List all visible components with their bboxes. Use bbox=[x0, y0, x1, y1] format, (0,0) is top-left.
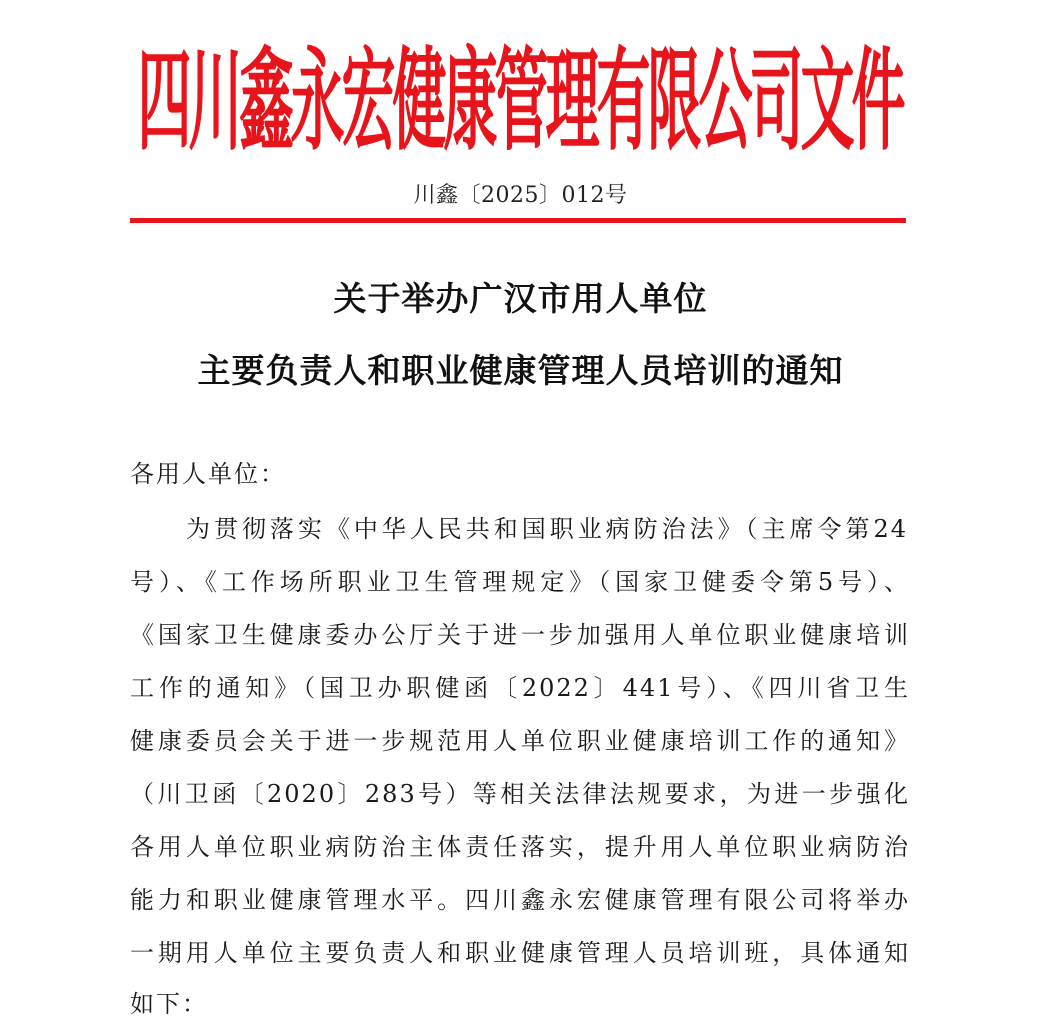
body-line: 能力和职业健康管理水平。四川鑫永宏健康管理有限公司将举办 bbox=[130, 886, 910, 914]
title-line-2: 主要负责人和职业健康管理人员培训的通知 bbox=[197, 351, 844, 390]
body-line: （川卫函〔2020〕283号）等相关法律法规要求，为进一步强化 bbox=[130, 780, 910, 808]
body-line: 如下： bbox=[130, 990, 208, 1018]
body-line: 号）、《工作场所职业卫生管理规定》（国家卫健委令第5号）、 bbox=[130, 568, 910, 596]
org-file-header: 四川鑫永宏健康管理有限公司文件 bbox=[137, 35, 903, 165]
salutation: 各用人单位： bbox=[130, 460, 286, 488]
document-number: 川鑫〔2025〕012号 bbox=[413, 183, 628, 208]
body-line: 《国家卫生健康委办公厅关于进一步加强用人单位职业健康培训 bbox=[130, 621, 910, 649]
red-divider bbox=[130, 218, 906, 223]
title-line-1: 关于举办广汉市用人单位 bbox=[333, 279, 708, 318]
body-line: 各用人单位职业病防治主体责任落实，提升用人单位职业病防治 bbox=[130, 833, 910, 861]
body-line: 工作的通知》（国卫办职健函〔2022〕441号）、《四川省卫生 bbox=[130, 674, 910, 702]
body-line: 一期用人单位主要负责人和职业健康管理人员培训班，具体通知 bbox=[130, 939, 910, 967]
body-line: 为贯彻落实《中华人民共和国职业病防治法》（主席令第24 bbox=[186, 515, 908, 543]
body-line: 健康委员会关于进一步规范用人单位职业健康培训工作的通知》 bbox=[130, 727, 910, 755]
